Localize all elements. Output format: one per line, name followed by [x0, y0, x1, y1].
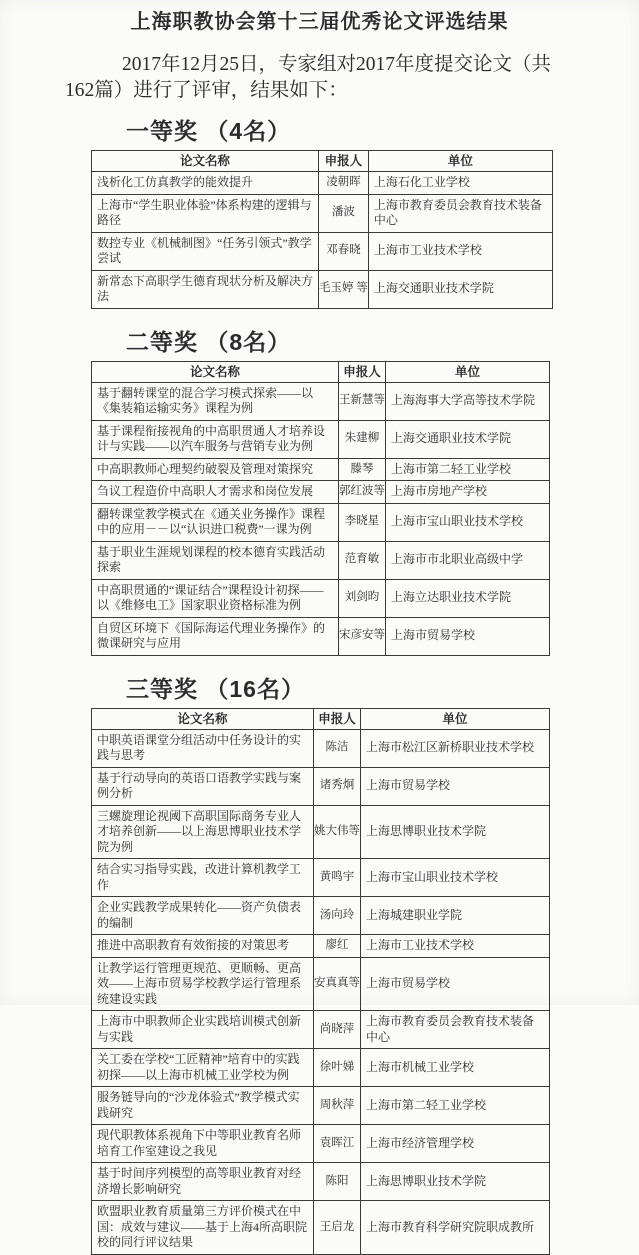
applicant-cell: 范育敏	[339, 541, 386, 579]
organization-cell: 上海市教育委员会教育技术装备中心	[368, 194, 552, 232]
organization-cell: 上海市贸易学校	[361, 767, 550, 805]
organization-cell: 上海市工业技术学校	[368, 232, 552, 270]
table-row	[92, 729, 550, 767]
paper-title-cell: 刍议工程造价中高职人才需求和岗位发展	[92, 481, 339, 504]
table-row	[92, 232, 553, 270]
first-prize-heading: 一等奖 （4名）	[126, 118, 292, 144]
paper-title-cell: 上海市中职教师企业实践培训模式创新与实践	[92, 1011, 314, 1049]
table-row	[92, 617, 550, 655]
table-row	[92, 458, 550, 481]
table-row	[92, 1163, 550, 1201]
organization-cell: 上海市经济管理学校	[361, 1125, 550, 1163]
table-row	[92, 859, 550, 897]
applicant-cell: 安真真等	[314, 957, 361, 1011]
organization-cell: 上海交通职业技术学院	[368, 270, 552, 308]
column-header-applicant: 申报人	[339, 361, 386, 382]
organization-cell: 上海市教育委员会教育技术装备中心	[361, 1011, 550, 1049]
paper-title-cell: 中高职贯通的“课证结合”课程设计初探——以《维修电工》国家职业资格标准为例	[92, 579, 339, 617]
table-row	[92, 481, 550, 504]
table-row	[92, 541, 550, 579]
organization-cell: 上海思博职业技术学院	[361, 805, 550, 859]
table-row	[92, 194, 553, 232]
paper-title-cell: 自贸区环境下《国际海运代理业务操作》的微课研究与应用	[92, 617, 339, 655]
paper-title-cell: 让教学运行管理更规范、更顺畅、更高效——上海市贸易学校教学运行管理系统建设实践	[92, 957, 314, 1011]
paper-title-cell: 浅析化工仿真教学的能效提升	[92, 172, 319, 195]
table-row	[92, 270, 553, 308]
organization-cell: 上海市教育科学研究院职成教所	[361, 1201, 550, 1255]
second-prize-table	[91, 361, 550, 656]
paper-title-cell: 推进中高职教育有效衔接的对策思考	[92, 935, 314, 958]
second-prize-heading: 二等奖 （8名）	[126, 328, 292, 355]
applicant-cell: 潘波	[319, 194, 369, 232]
third-prize-heading: 三等奖 （16名）	[126, 675, 305, 702]
table-row	[92, 420, 550, 458]
organization-cell: 上海立达职业技术学院	[386, 579, 550, 617]
paper-title-cell: 企业实践教学成果转化——资产负债表的编制	[92, 897, 314, 935]
header-row	[92, 361, 550, 382]
table-row	[92, 1125, 550, 1163]
paper-title-cell: 基于职业生涯规划课程的校本德育实践活动探索	[92, 541, 339, 579]
applicant-cell: 凌朝晖	[319, 172, 369, 195]
paper-title-cell: 数控专业《机械制图》“任务引领式”教学尝试	[92, 232, 319, 270]
applicant-cell: 黄鸣宇	[314, 859, 361, 897]
page-title: 上海职教协会第十三届优秀论文评选结果	[130, 11, 509, 33]
organization-cell: 上海市第二轻工业学校	[386, 458, 550, 481]
paper-title-cell: 关工委在学校“工匠精神”培育中的实践初探——以上海市机械工业学校为例	[92, 1049, 314, 1087]
table-row	[92, 172, 553, 195]
intro-paragraph: 2017年12月25日，专家组对2017年度提交论文（共162篇）进行了评审，结果如下：	[65, 54, 552, 101]
table-row	[92, 897, 550, 935]
applicant-cell: 汤向玲	[314, 897, 361, 935]
column-header-applicant: 申报人	[319, 151, 369, 172]
header-row	[92, 151, 553, 172]
paper-title-cell: 三螺旋理论视阈下高职国际商务专业人才培养创新——以上海思博职业技术学院为例	[92, 805, 314, 859]
column-header-paper-title: 论文名称	[92, 708, 314, 729]
applicant-cell: 诸秀炯	[314, 767, 361, 805]
table-row	[92, 957, 550, 1011]
applicant-cell: 姚大伟等	[314, 805, 361, 859]
applicant-cell: 宋彦安等	[339, 617, 386, 655]
organization-cell: 上海市宝山职业技术学校	[361, 859, 550, 897]
organization-cell: 上海石化工业学校	[368, 172, 552, 195]
paper-title-cell: 中高职教师心理契约破裂及管理对策探究	[92, 458, 339, 481]
applicant-cell: 陈洁	[314, 729, 361, 767]
applicant-cell: 郭红波等	[339, 481, 386, 504]
organization-cell: 上海市贸易学校	[386, 617, 550, 655]
organization-cell: 上海市松江区新桥职业技术学校	[361, 729, 550, 767]
column-header-paper-title: 论文名称	[92, 151, 319, 172]
applicant-cell: 刘剑昀	[339, 579, 386, 617]
applicant-cell: 陈阳	[314, 1163, 361, 1201]
applicant-cell: 徐叶娣	[314, 1049, 361, 1087]
paper-title-cell: 上海市“学生职业体验”体系构建的逻辑与路径	[92, 194, 319, 232]
column-header-paper-title: 论文名称	[92, 361, 339, 382]
paper-title-cell: 服务链导向的“沙龙体验式”教学模式实践研究	[92, 1087, 314, 1125]
paper-title-cell: 结合实习指导实践，改进计算机教学工作	[92, 859, 314, 897]
table-row	[92, 1011, 550, 1049]
organization-cell: 上海城建职业学院	[361, 897, 550, 935]
organization-cell: 上海市贸易学校	[361, 957, 550, 1011]
table-row	[92, 805, 550, 859]
applicant-cell: 邓春晓	[319, 232, 369, 270]
paper-title-cell: 基于时间序列模型的高等职业教育对经济增长影响研究	[92, 1163, 314, 1201]
column-header-applicant: 申报人	[314, 708, 361, 729]
table-row	[92, 382, 550, 420]
paper-title-cell: 基于翻转课堂的混合学习模式探索——以《集装箱运输实务》课程为例	[92, 382, 339, 420]
table-row	[92, 1201, 550, 1255]
paper-title-cell: 基于行动导向的英语口语教学实践与案例分析	[92, 767, 314, 805]
third-prize-table	[91, 708, 550, 1255]
header-row	[92, 708, 550, 729]
column-header-organization: 单位	[368, 151, 552, 172]
organization-cell: 上海市宝山职业技术学校	[386, 503, 550, 541]
applicant-cell: 廖红	[314, 935, 361, 958]
applicant-cell: 毛玉婷 等	[319, 270, 369, 308]
paper-title-cell: 新常态下高职学生德育现状分析及解决方法	[92, 270, 319, 308]
paper-title-cell: 基于课程衔接视角的中高职贯通人才培养设计与实践——以汽车服务与营销专业为例	[92, 420, 339, 458]
applicant-cell: 尚晓萍	[314, 1011, 361, 1049]
applicant-cell: 李晓星	[339, 503, 386, 541]
organization-cell: 上海市房地产学校	[386, 481, 550, 504]
organization-cell: 上海市市北职业高级中学	[386, 541, 550, 579]
paper-title-cell: 现代职教体系视角下中等职业教育名师培育工作室建设之我见	[92, 1125, 314, 1163]
organization-cell: 上海海事大学高等技术学院	[386, 382, 550, 420]
applicant-cell: 王启龙	[314, 1201, 361, 1255]
applicant-cell: 周秋萍	[314, 1087, 361, 1125]
organization-cell: 上海市第二轻工业学校	[361, 1087, 550, 1125]
organization-cell: 上海市工业技术学校	[361, 935, 550, 958]
table-row	[92, 579, 550, 617]
organization-cell: 上海市机械工业学校	[361, 1049, 550, 1087]
column-header-organization: 单位	[386, 361, 550, 382]
first-prize-table	[91, 150, 553, 309]
paper-title-cell: 中职英语课堂分组活动中任务设计的实践与思考	[92, 729, 314, 767]
table-row	[92, 1049, 550, 1087]
organization-cell: 上海交通职业技术学院	[386, 420, 550, 458]
table-row	[92, 935, 550, 958]
applicant-cell: 滕琴	[339, 458, 386, 481]
applicant-cell: 王新慧等	[339, 382, 386, 420]
organization-cell: 上海思博职业技术学院	[361, 1163, 550, 1201]
paper-title-cell: 翻转课堂教学模式在《通关业务操作》课程中的应用－－以“认识进口税费”一课为例	[92, 503, 339, 541]
column-header-organization: 单位	[361, 708, 550, 729]
paper-title-cell: 欧盟职业教育质量第三方评价模式在中国：成效与建议——基于上海4所高职院校的同行评议结果	[92, 1201, 314, 1255]
applicant-cell: 朱建柳	[339, 420, 386, 458]
table-row	[92, 503, 550, 541]
table-row	[92, 767, 550, 805]
table-row	[92, 1087, 550, 1125]
applicant-cell: 袁晖江	[314, 1125, 361, 1163]
